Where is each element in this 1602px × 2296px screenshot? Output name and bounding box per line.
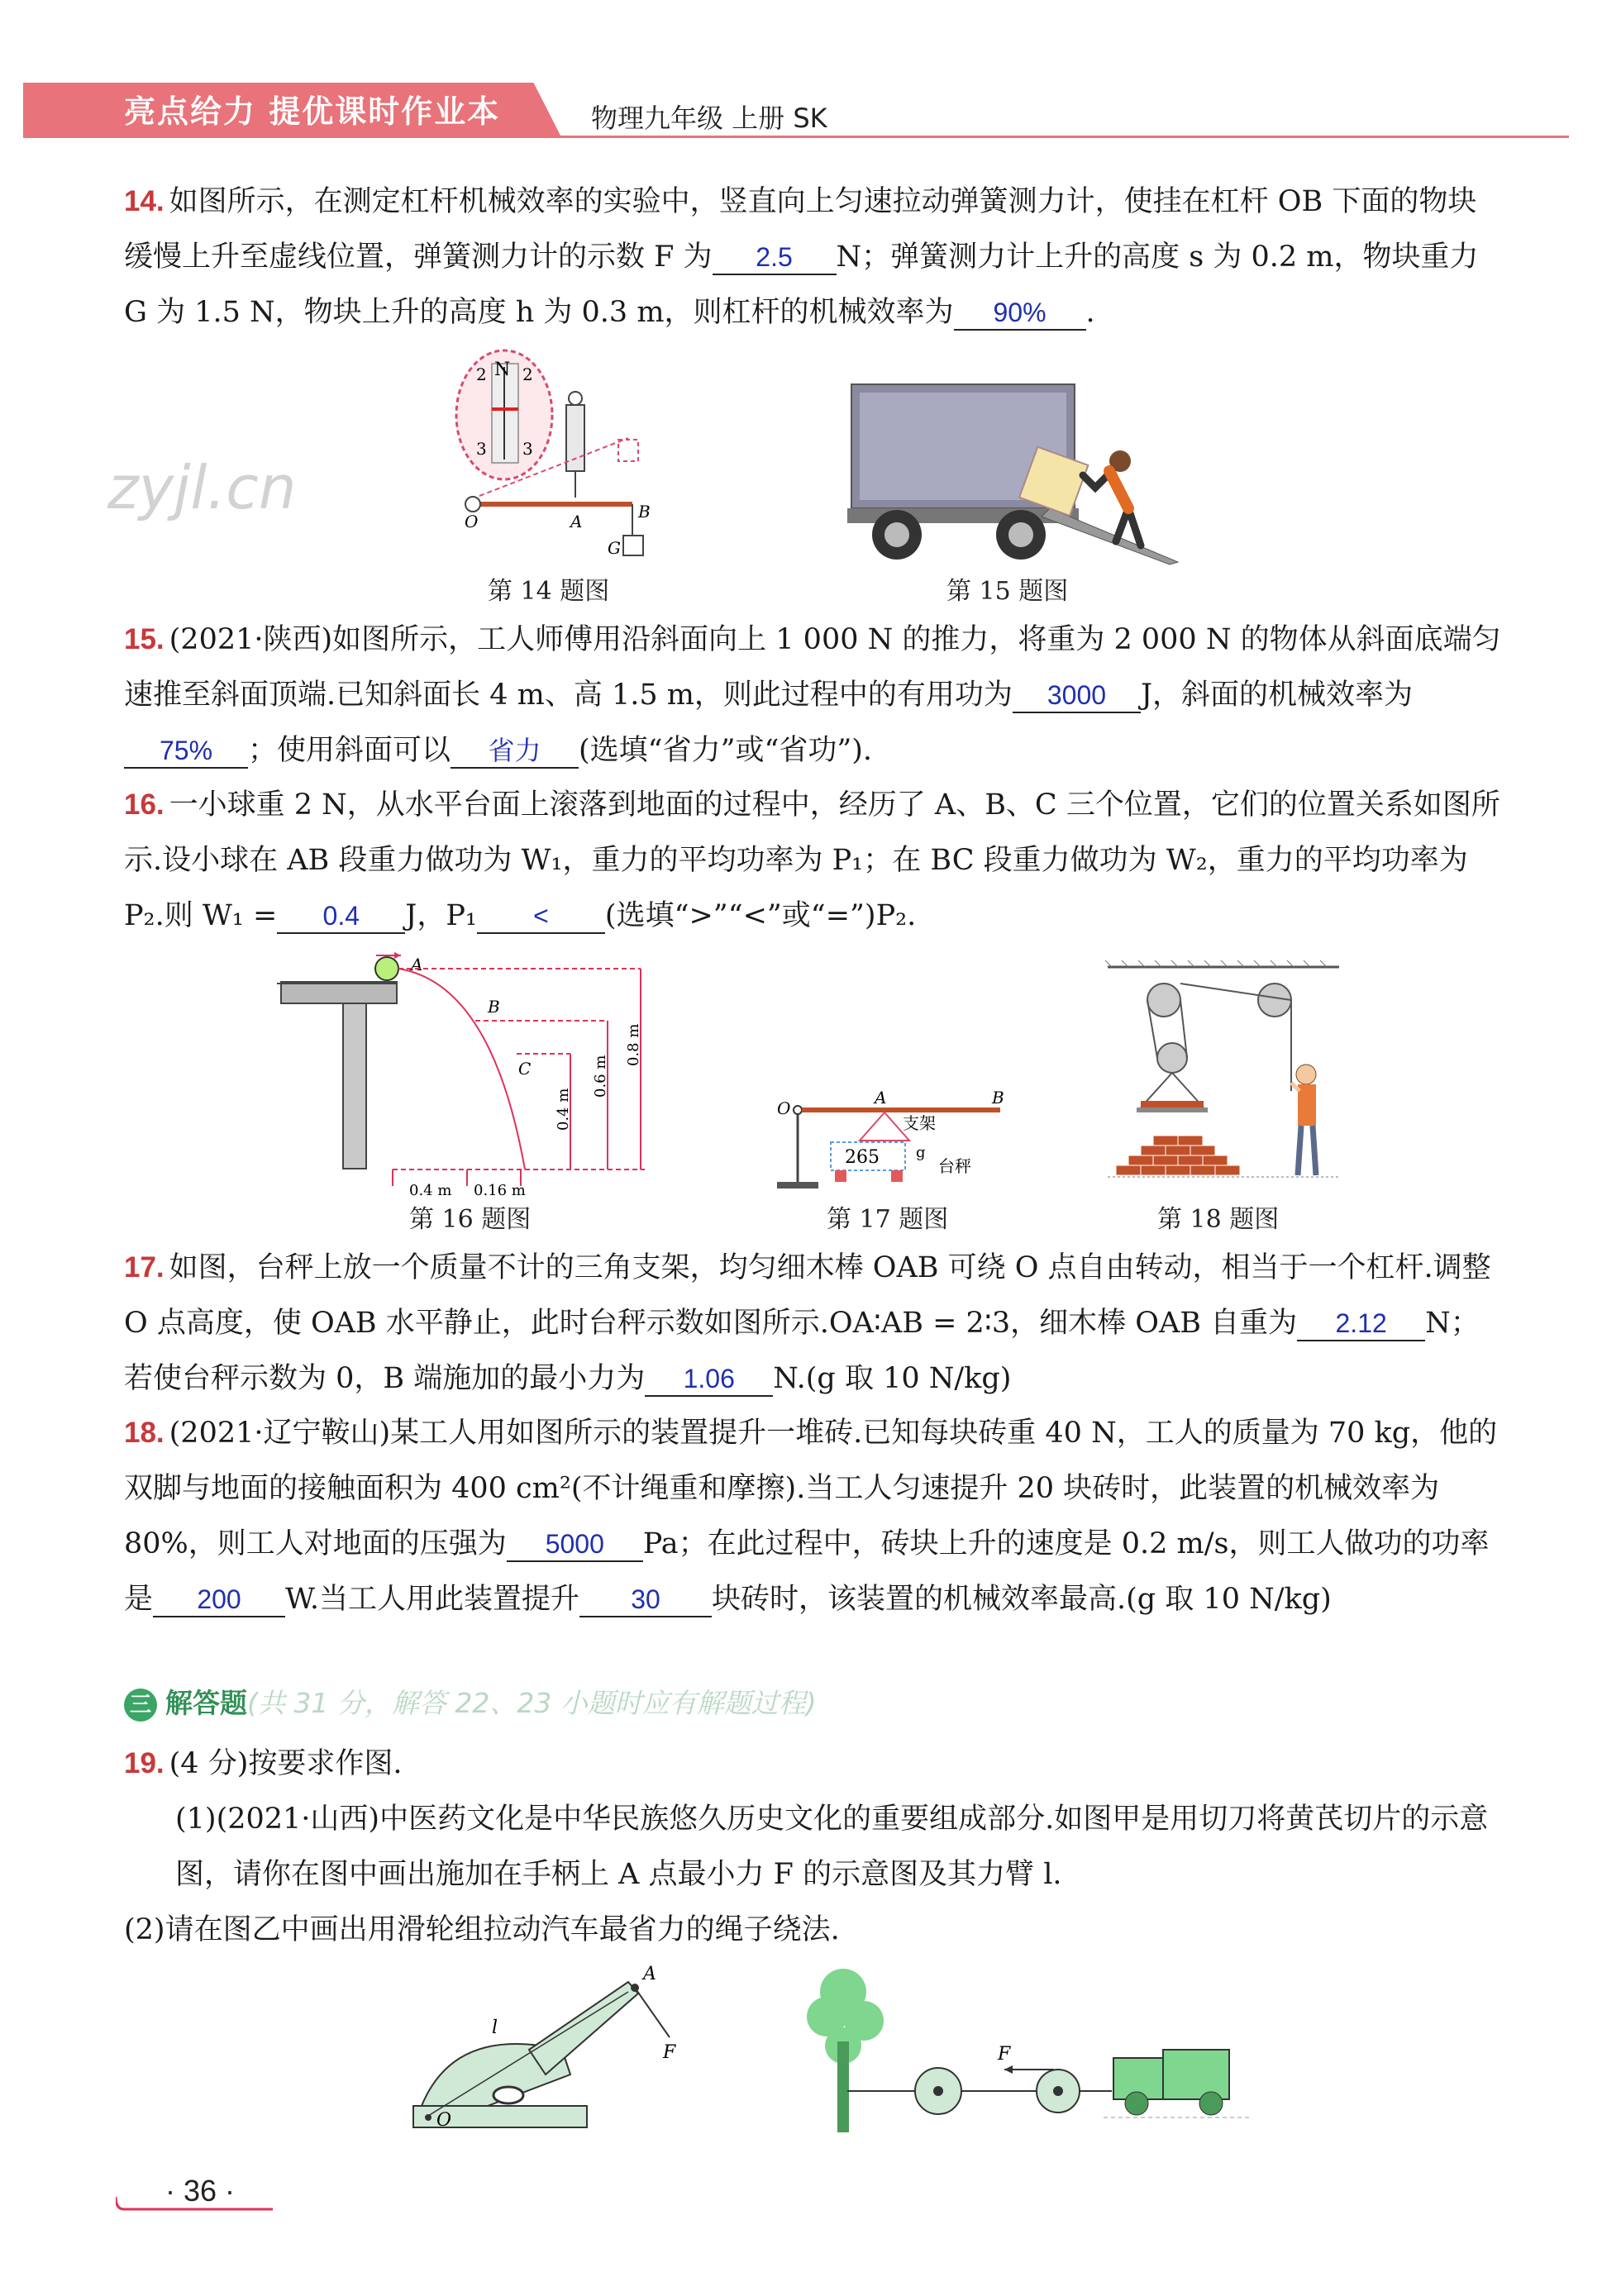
answer-blank: 90% <box>954 296 1086 331</box>
height-label: 0.6 m <box>592 1055 609 1098</box>
question-14 <box>124 174 1504 341</box>
force-f: F <box>663 2042 676 2063</box>
question-18 <box>124 1405 1504 1627</box>
figure-14-lever <box>446 347 694 570</box>
height-label: 0.8 m <box>625 1023 642 1066</box>
scale-2-right: 2 <box>522 364 533 384</box>
section-header <box>124 1682 817 1722</box>
figure-yi-pulley-car <box>806 1959 1269 2149</box>
force-f: F <box>998 2044 1011 2065</box>
question-text: N.(g 取 10 N/kg) <box>773 1362 1012 1395</box>
question-text: 块砖时，该装置的机械效率最高.(g 取 10 N/kg) <box>712 1583 1332 1616</box>
question-text: 一小球重 2 N，从水平台面上滚落到地面的过程中，经历了 A、B、C 三个位置，它们的位置关系如图所示.设小球在 AB 段重力做功为 W₁，重力的平均功率为 P₁；在 BC 段重力做功为 W₂，重力的平均功率为 P₂.则 W₁ = <box>124 788 1500 932</box>
point-a: A <box>411 955 423 974</box>
scale-reading: 265 <box>845 1147 880 1168</box>
book-title: 物理九年级 上册 SK <box>591 102 827 134</box>
brand-title: 亮点给力 提优课时作业本 <box>124 93 501 130</box>
scale-unit: g <box>916 1144 926 1161</box>
answer-blank: 2.5 <box>713 241 837 275</box>
answer-blank: 0.4 <box>277 899 405 934</box>
section-badge: 三 <box>124 1689 157 1722</box>
question-text: (2021·辽宁鞍山)某工人用如图所示的装置提升一堆砖.已知每块砖重 40 N，工人的质量为 70 kg，他的双脚与地面的接触面积为 400 cm²(不计绳重和摩擦).当工人匀速提升 20 块砖时，此装置的机械效率为 80%，则工人对地面的压强为 <box>124 1417 1498 1560</box>
question-19-part-2: (2)请在图乙中画出用滑轮组拉动汽车最省力的绳子绕法. <box>124 1913 840 1946</box>
answer-blank: 3000 <box>1013 679 1141 713</box>
scale-3-right: 3 <box>522 439 533 459</box>
figure-17-scale-lever <box>769 1074 1017 1194</box>
point-b: B <box>638 502 651 522</box>
point-b: B <box>992 1088 1004 1108</box>
point-a: A <box>875 1088 887 1108</box>
question-number: 19. <box>124 1747 164 1779</box>
question-number: 14. <box>124 185 164 217</box>
answer-blank: 200 <box>153 1583 285 1617</box>
height-label: 0.4 m <box>555 1088 572 1131</box>
figure-15-truck-ramp <box>843 376 1190 566</box>
figure-jia-cutter <box>405 1959 686 2141</box>
question-19 <box>124 1736 1504 1958</box>
point-c: C <box>518 1059 532 1079</box>
question-number: 15. <box>124 623 164 655</box>
section-title: 解答题 <box>165 1687 247 1719</box>
question-text: (2021·陕西)如图所示，工人师傅用沿斜面向上 1 000 N 的推力，将重为 2 000 N 的物体从斜面底端匀速推至斜面顶端.已知斜面长 4 m、高 1.5 m，则此过程中的有用功为 <box>124 623 1501 712</box>
arm-l: l <box>492 2017 498 2038</box>
header-rule <box>23 136 1569 138</box>
question-number: 16. <box>124 788 164 821</box>
question-text: (选填“省力”或“省功”). <box>579 734 873 767</box>
figure-15-caption: 第 15 题图 <box>946 577 1069 606</box>
figure-18-pulley-bricks <box>1099 959 1347 1194</box>
point-a: A <box>570 512 583 531</box>
question-text: J，P₁ <box>405 899 477 932</box>
point-a: A <box>643 1964 656 1984</box>
answer-blank: 75% <box>124 734 248 769</box>
point-o: O <box>777 1098 791 1118</box>
question-text: N；弹簧测力计上升的高度 s 为 0.2 m，物块重力 G 为 1.5 N，物块上升的高度 h 为 0.3 m，则杠杆的机械效率为 <box>124 241 1479 329</box>
watermark: zyjl.cn <box>107 453 297 522</box>
question-15 <box>124 612 1504 779</box>
question-text: (选填“>”“<”或“=”)P₂. <box>604 899 917 932</box>
question-19-part-1: (1)(2021·山西)中医药文化是中华民族悠久历史文化的重要组成部分.如图甲是用切刀将黄芪切片的示意图，请你在图中画出施加在手柄上 A 点最小力 F 的示意图及其力臂 l. <box>175 1803 1489 1891</box>
figure-18-caption: 第 18 题图 <box>1157 1205 1280 1234</box>
width-label: 0.16 m <box>474 1182 526 1198</box>
question-text: . <box>1085 296 1095 329</box>
question-number: 17. <box>124 1251 164 1284</box>
stand-label: 支架 <box>903 1113 936 1133</box>
answer-blank: < <box>477 899 605 934</box>
question-text: J，斜面的机械效率为 <box>1140 679 1413 712</box>
page-number: · 36 · <box>165 2174 236 2208</box>
question-text: ；使用斜面可以 <box>248 734 451 767</box>
answer-blank: 5000 <box>507 1527 643 1562</box>
question-17 <box>124 1240 1504 1407</box>
figure-16-caption: 第 16 题图 <box>409 1205 532 1234</box>
answer-blank: 2.12 <box>1297 1307 1425 1341</box>
scale-n: N <box>494 360 511 380</box>
question-number: 18. <box>124 1417 164 1449</box>
scale-3-left: 3 <box>476 439 487 459</box>
point-o: O <box>436 2110 452 2131</box>
question-text: Pa；在此过程中，砖块上升的速度是 0.2 m/s，则工人做功的功率是 <box>124 1527 1490 1616</box>
answer-blank: 省力 <box>451 734 579 769</box>
scale-2-left: 2 <box>476 364 487 384</box>
question-text: (4 分)按要求作图. <box>169 1747 403 1780</box>
figure-17-caption: 第 17 题图 <box>827 1205 949 1234</box>
point-o: O <box>465 512 479 531</box>
question-16 <box>124 777 1504 944</box>
question-text: 如图，台秤上放一个质量不计的三角支架，均匀细木棒 OAB 可绕 O 点自由转动，相当于一个杠杆.调整 O 点高度，使 OAB 水平静止，此时台秤示数如图所示.OA∶AB = 2∶3，细木棒 OAB 自重为 <box>124 1251 1491 1340</box>
question-text: 如图所示，在测定杠杆机械效率的实验中，竖直向上匀速拉动弹簧测力计，使挂在杠杆 OB 下面的物块缓慢上升至虚线位置，弹簧测力计的示数 F 为 <box>124 185 1477 274</box>
figure-16-ball-fall <box>277 950 682 1198</box>
figure-14-caption: 第 14 题图 <box>488 577 610 606</box>
section-note: (共 31 分，解答 22、23 小题时应有解题过程) <box>247 1687 817 1719</box>
point-b: B <box>488 997 500 1017</box>
scale-label: 台秤 <box>938 1156 971 1176</box>
answer-blank: 1.06 <box>645 1362 773 1397</box>
question-text: N；若使台秤示数为 0，B 端施加的最小力为 <box>124 1307 1480 1395</box>
question-text: W.当工人用此装置提升 <box>285 1583 579 1616</box>
width-label: 0.4 m <box>409 1182 452 1198</box>
point-g: G <box>608 538 621 558</box>
answer-blank: 30 <box>579 1583 712 1617</box>
